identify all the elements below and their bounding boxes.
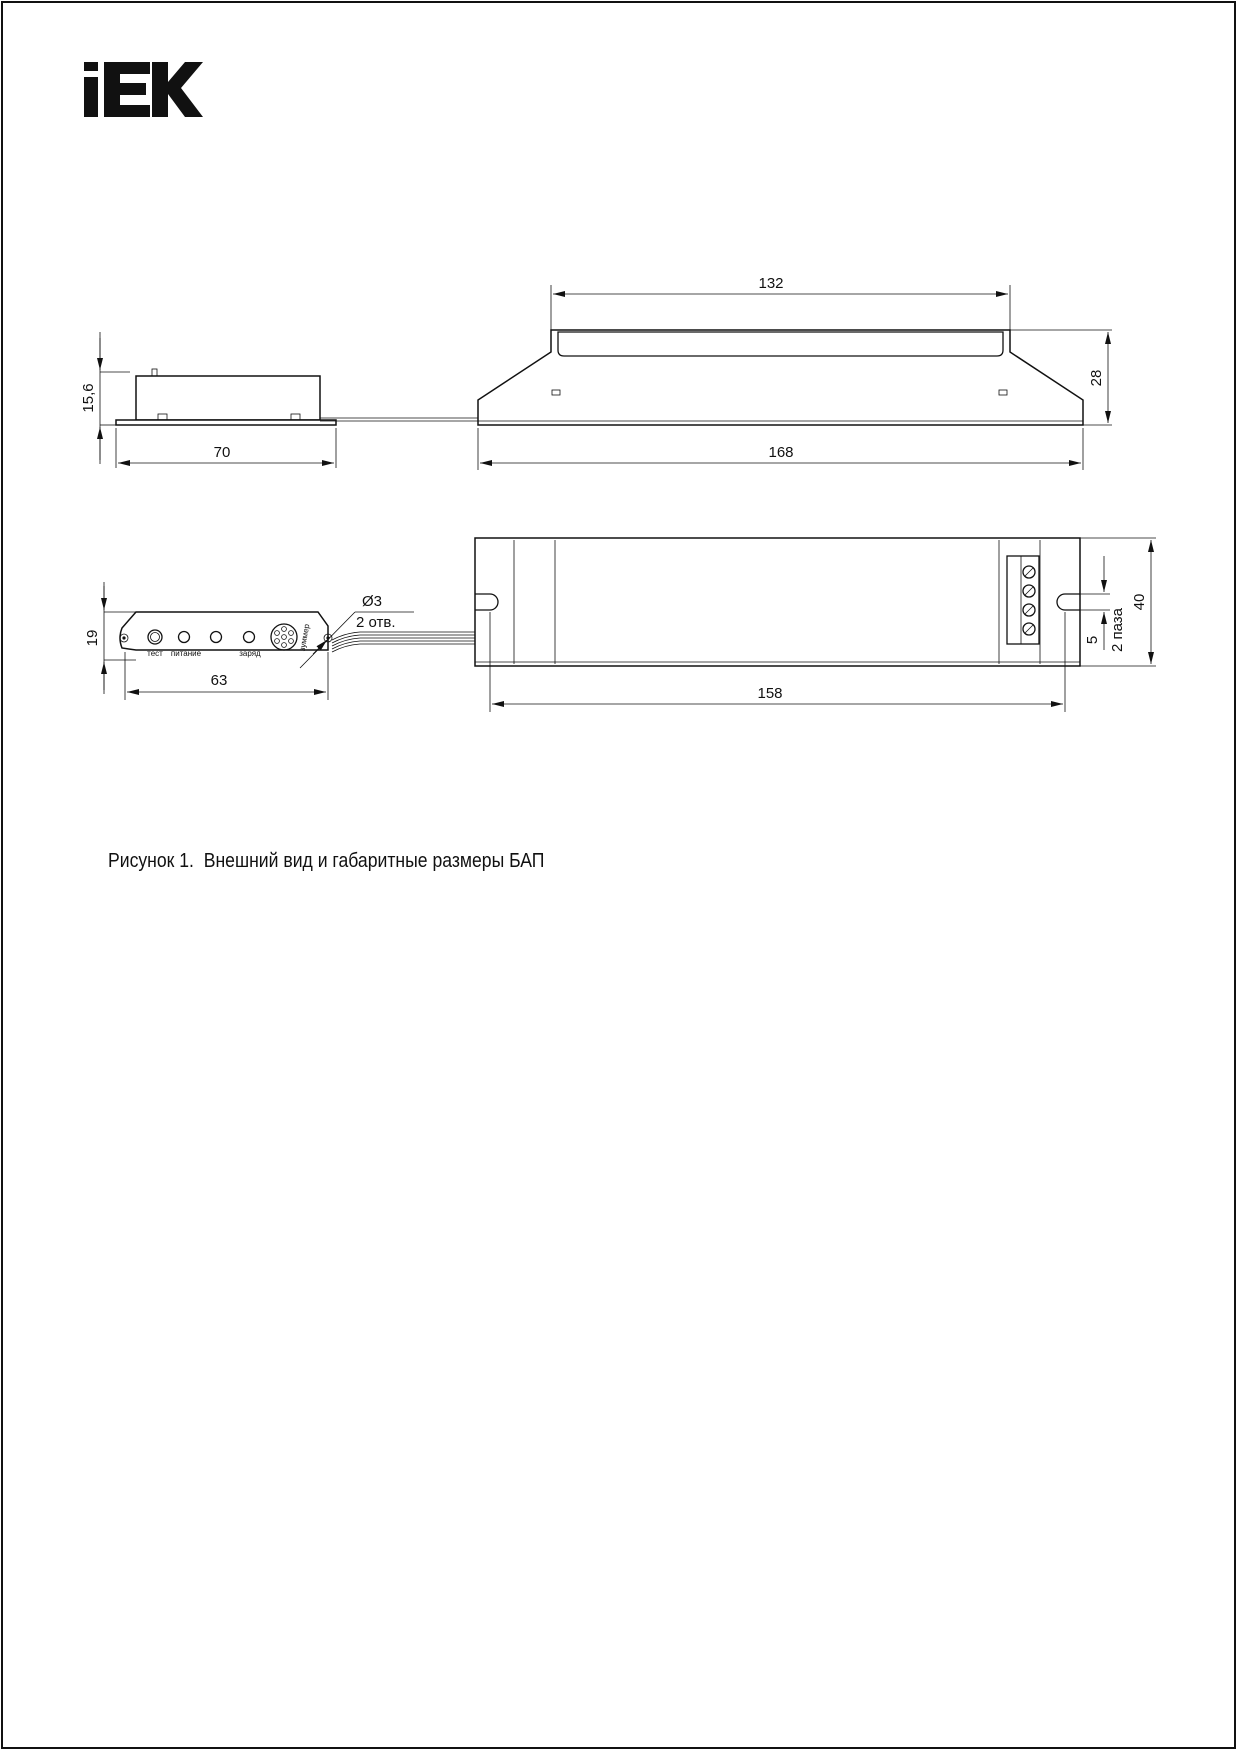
top-view-housing [475, 538, 1080, 666]
dim-width-63: 63 [210, 672, 228, 689]
label-charge: заряд [239, 649, 261, 658]
label-test: тест [147, 649, 163, 658]
side-view-housing [478, 330, 1083, 425]
dim-slot-5: 5 [1084, 635, 1101, 645]
dim-height-19: 19 [84, 629, 101, 647]
dim-width-132: 132 [758, 275, 784, 292]
label-buzzer: зуммер [297, 623, 312, 652]
hole-diameter: Ø3 [362, 593, 383, 610]
slot-count: 2 паза [1109, 607, 1126, 653]
dim-width-70: 70 [213, 444, 231, 461]
dim-width-168: 168 [768, 444, 794, 461]
logo-text: IEK [0, 0, 2, 1]
hole-count: 2 отв. [356, 614, 396, 631]
dim-height-28: 28 [1088, 369, 1105, 387]
dim-width-158: 158 [757, 685, 783, 702]
dim-side-bottom [478, 428, 1083, 470]
figure-caption: Рисунок 1. Внешний вид и габаритные размеры БАП [108, 850, 545, 872]
iek-logo [0, 0, 203, 117]
side-view-control-module [116, 369, 478, 425]
dim-height-15-6: 15,6 [80, 383, 97, 413]
label-power: питание [170, 649, 202, 658]
dim-side-top [551, 275, 1010, 330]
top-view-control-module [120, 612, 332, 658]
dim-height-40: 40 [1131, 593, 1148, 611]
